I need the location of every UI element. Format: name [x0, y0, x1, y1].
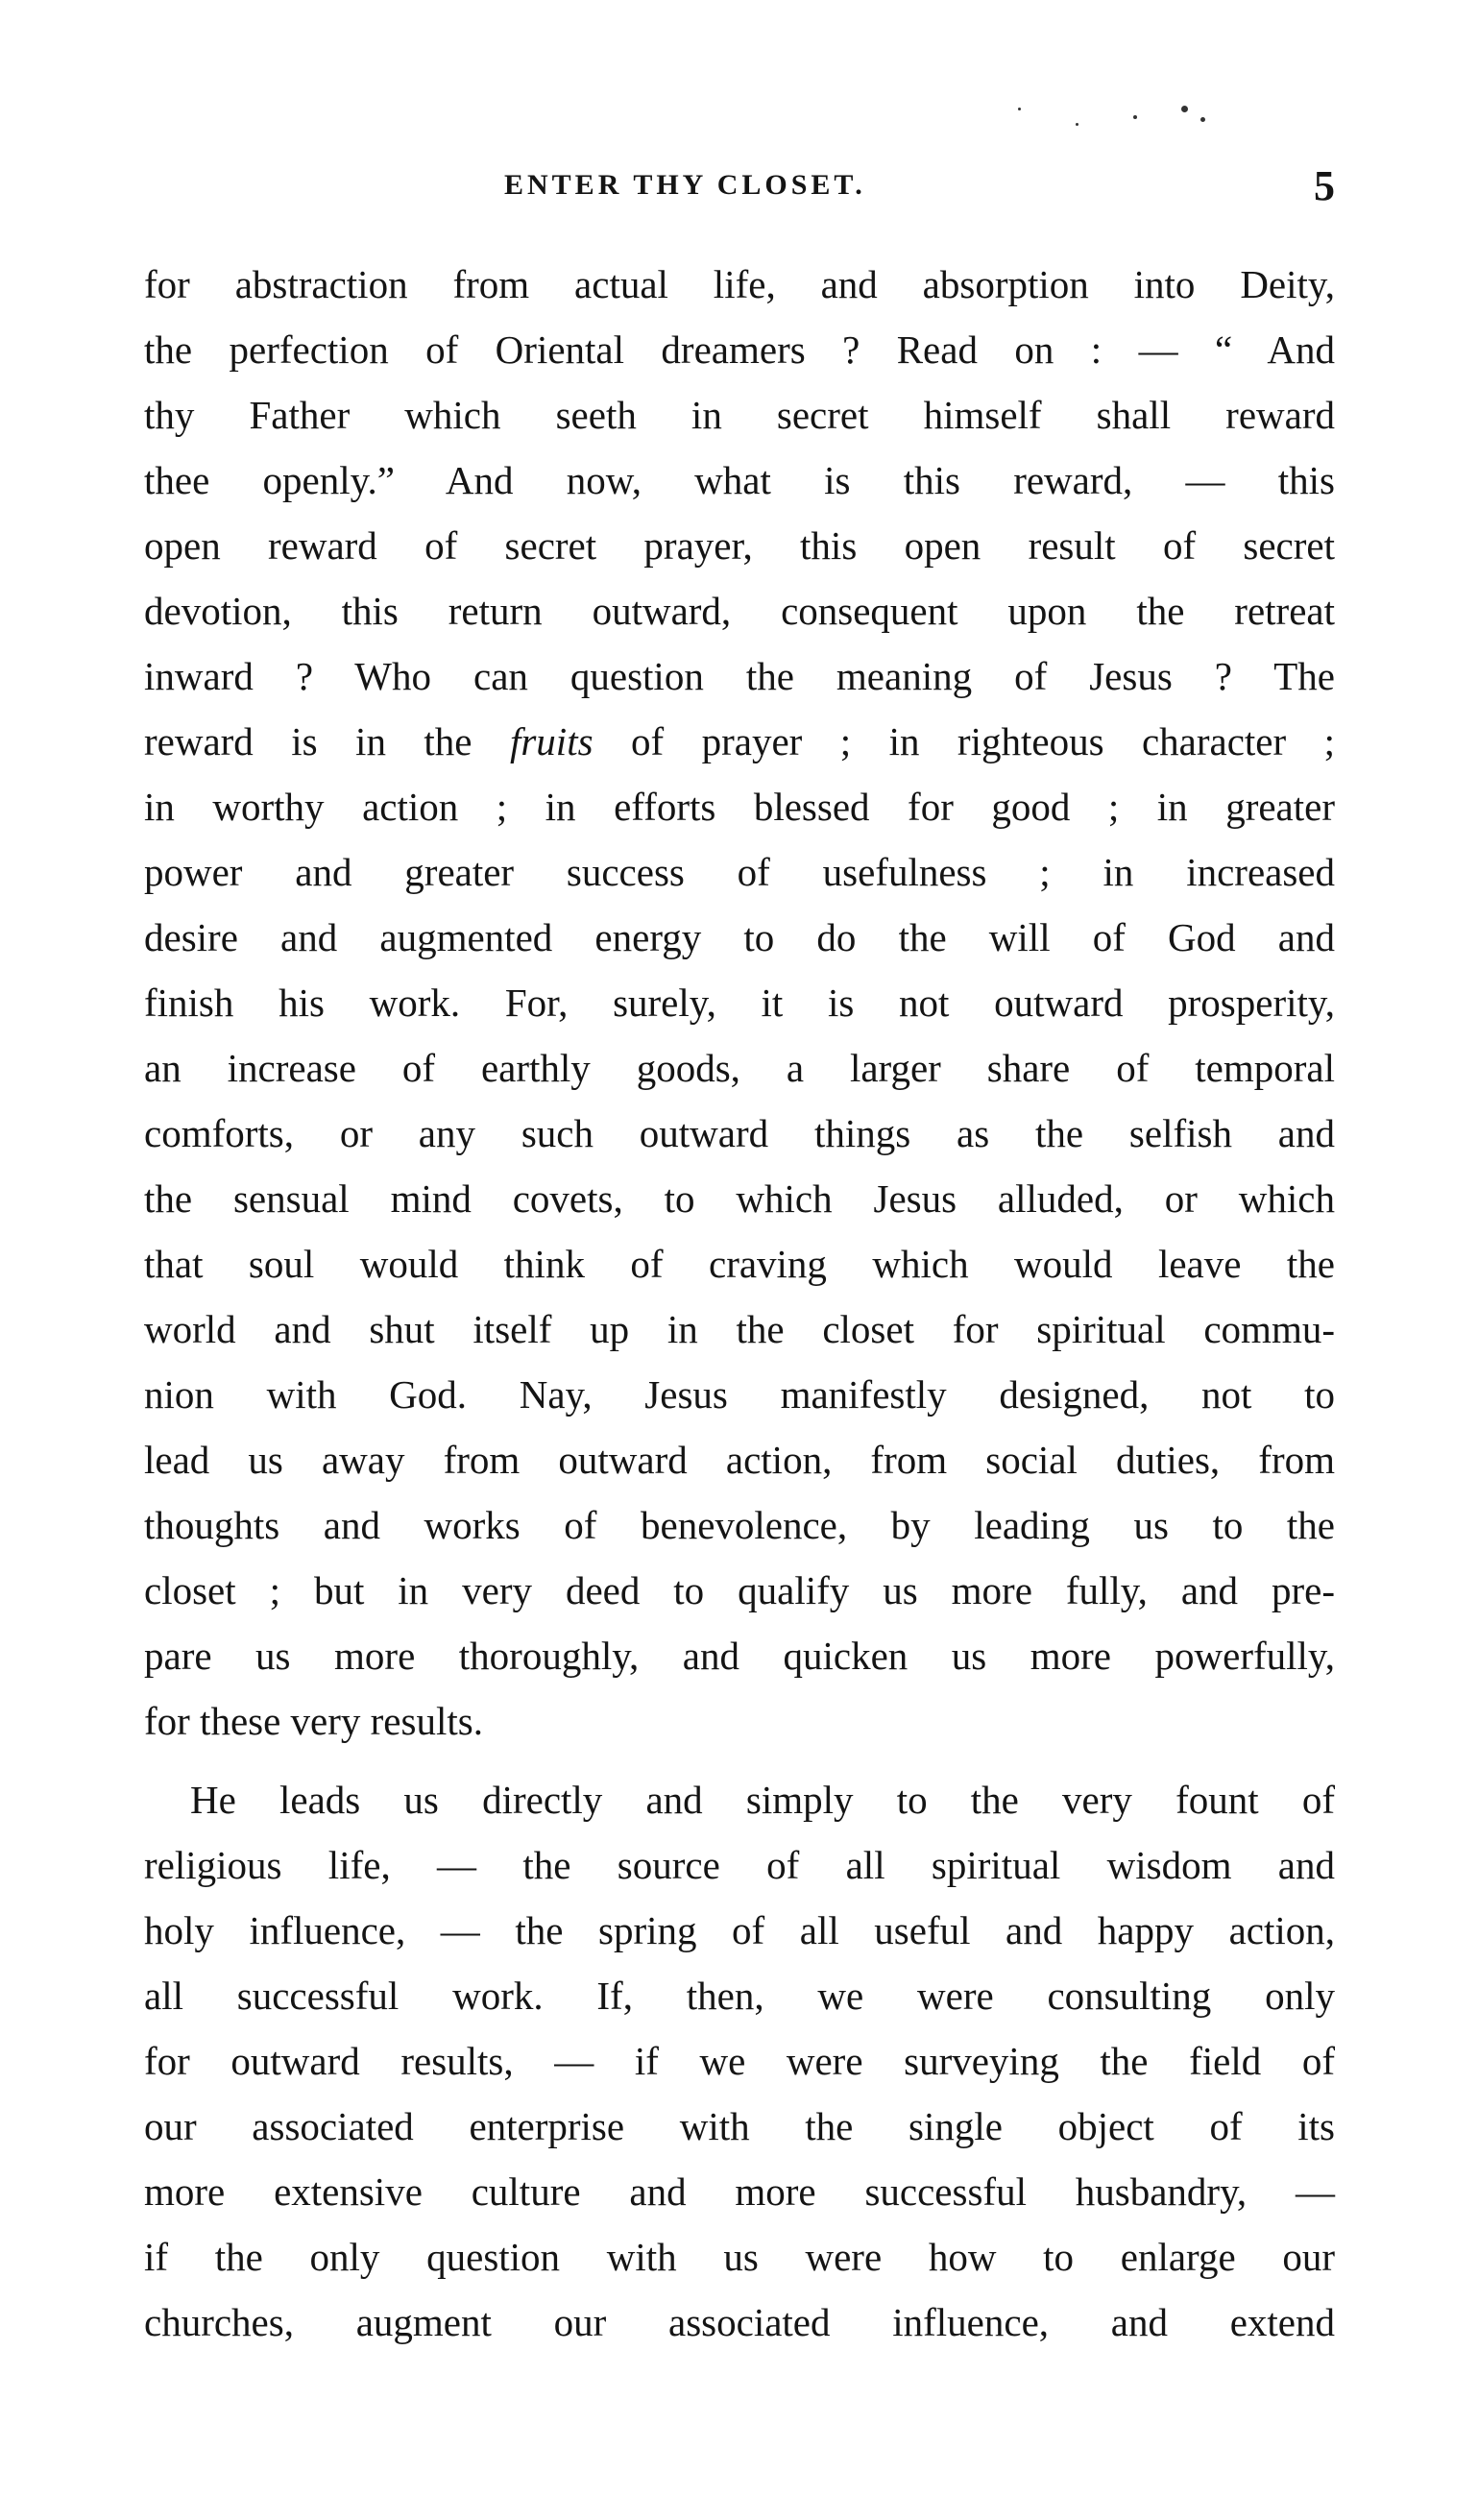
text-line: the perfection of Oriental dreamers ? Read on : — “ And	[144, 327, 1335, 372]
text-line: churches, augment our associated influence, and extend	[144, 2300, 1335, 2344]
text-line: lead us away from outward action, from social duties, from	[144, 1438, 1335, 1482]
paragraph	[144, 1767, 1335, 2355]
text-line: thy Father which seeth in secret himself shall reward	[144, 393, 1335, 437]
text-line: more extensive culture and more successful husbandry, —	[144, 2169, 1335, 2214]
text-line: our associated enterprise with the single object of its	[144, 2104, 1335, 2148]
text-line: devotion, this return outward, consequent upon the retreat	[144, 589, 1335, 633]
text-line: open reward of secret prayer, this open result of secret	[144, 523, 1335, 568]
text-line: finish his work. For, surely, it is not outward prosperity,	[144, 981, 1335, 1025]
text-line: power and greater success of usefulness ; in increased	[144, 850, 1335, 894]
text-line: reward is in the fruits of prayer ; in righteous character ;	[144, 719, 1336, 763]
running-title: ENTER THY CLOSET.	[504, 169, 866, 201]
text-line: an increase of earthly goods, a larger share of temporal	[144, 1046, 1335, 1090]
print-speck	[1181, 106, 1188, 112]
emphasis-word: fruits	[509, 719, 594, 763]
print-speck	[1018, 108, 1021, 110]
text-line: comforts, or any such outward things as the selfish and	[144, 1111, 1335, 1155]
text-line: for outward results, — if we were surveying the field of	[144, 2039, 1335, 2083]
paragraph	[144, 252, 1335, 1754]
body-text	[144, 252, 1335, 2355]
text-line: for abstraction from actual life, and absorption into Deity,	[144, 262, 1335, 306]
text-line: desire and augmented energy to do the will of God and	[144, 915, 1335, 959]
text-line: all successful work. If, then, we were consulting only	[144, 1974, 1335, 2018]
print-speck	[1133, 115, 1137, 119]
text-line: pare us more thoroughly, and quicken us more powerfully,	[144, 1634, 1335, 1678]
print-speck	[1200, 117, 1205, 122]
text-line: in worthy action ; in efforts blessed for good ; in greater	[144, 785, 1335, 829]
text-line: nion with God. Nay, Jesus manifestly designed, not to	[144, 1372, 1335, 1417]
text-line: inward ? Who can question the meaning of Jesus ? The	[144, 654, 1335, 698]
text-line: world and shut itself up in the closet for spiritual commu-	[144, 1307, 1335, 1351]
text-line: the sensual mind covets, to which Jesus alluded, or which	[144, 1176, 1335, 1221]
text-line: He leads us directly and simply to the very fount of	[190, 1778, 1335, 1822]
text-line: if the only question with us were how to enlarge our	[144, 2235, 1335, 2279]
text-line: closet ; but in very deed to qualify us more fully, and pre-	[144, 1568, 1335, 1612]
text-line: holy influence, — the spring of all useful and happy action,	[144, 1908, 1335, 1952]
page-number: 5	[1314, 162, 1335, 209]
text-line: thee openly.” And now, what is this reward, — this	[144, 458, 1335, 502]
running-head	[144, 161, 1335, 215]
text-line: religious life, — the source of all spiritual wisdom and	[144, 1843, 1335, 1887]
text-line: for these very results.	[144, 1699, 483, 1743]
text-line: that soul would think of craving which would leave the	[144, 1242, 1335, 1286]
print-speck	[1076, 123, 1078, 126]
text-line: thoughts and works of benevolence, by leading us to the	[144, 1503, 1335, 1547]
paragraph-gap	[144, 1754, 1335, 1767]
